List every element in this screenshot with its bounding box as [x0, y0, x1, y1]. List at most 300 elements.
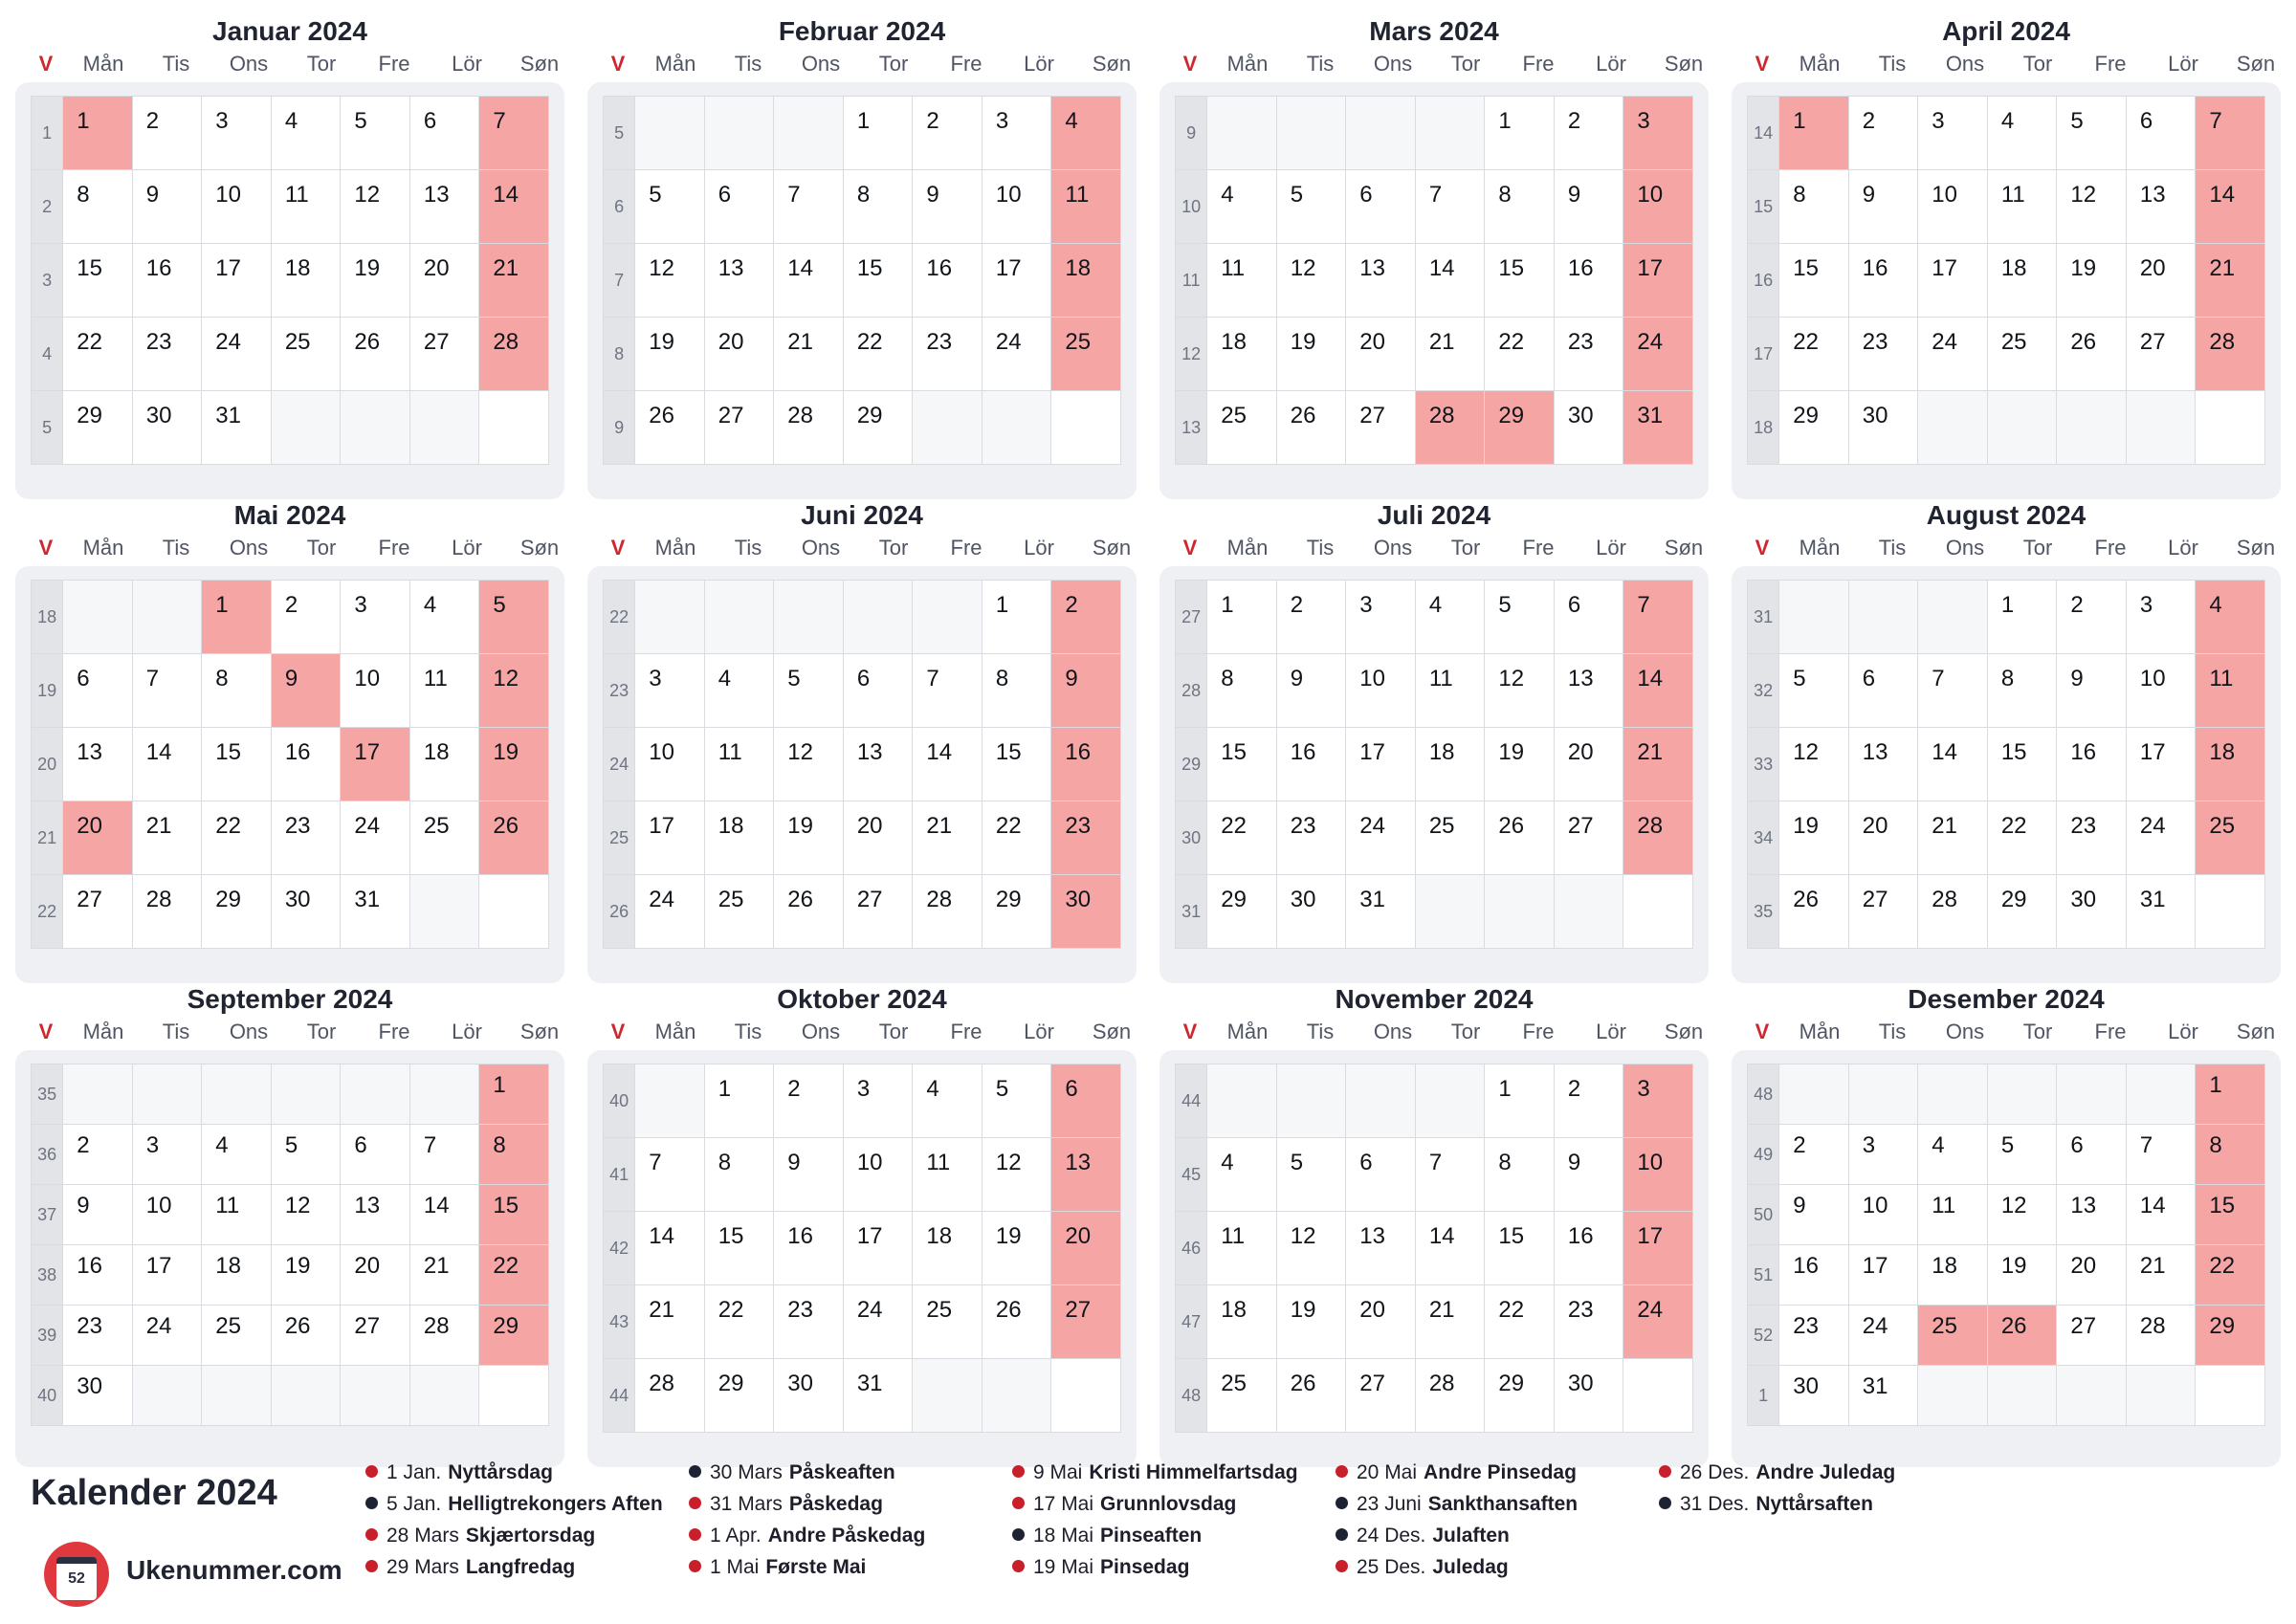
holiday-dot-icon [365, 1560, 378, 1572]
day-number: 7 [926, 666, 939, 691]
empty-cell [635, 1064, 705, 1138]
empty-cell [1918, 391, 1988, 465]
month-grid [1175, 96, 1693, 465]
day-cell [2057, 581, 2127, 654]
week-number: 33 [1748, 728, 1779, 801]
day-number: 24 [1359, 813, 1385, 839]
week-number: 1 [32, 97, 63, 170]
day-cell [1346, 654, 1416, 728]
day-number: 9 [1290, 666, 1304, 691]
day-cell [2126, 581, 2196, 654]
week-row [1748, 728, 2265, 801]
day-cell [132, 875, 202, 949]
day-number: 19 [787, 813, 813, 839]
day-cell [1779, 1125, 1849, 1185]
day-number: 19 [1498, 739, 1525, 765]
day-cell [1051, 97, 1121, 170]
day-number: 29 [1221, 887, 1247, 912]
day-cell [2057, 1306, 2127, 1366]
day-cell [1554, 318, 1623, 391]
day-number: 11 [718, 739, 742, 765]
day-cell [202, 1306, 272, 1366]
day-cell [1276, 654, 1346, 728]
weekday-label: Ons [1945, 52, 1985, 76]
day-cell [202, 1185, 272, 1245]
day-cell [2057, 801, 2127, 875]
week-row [32, 97, 549, 170]
week-number: 11 [1176, 244, 1207, 318]
day-cell [341, 244, 410, 318]
day-number: 1 [1498, 108, 1512, 134]
day-number: 23 [1567, 1297, 1594, 1323]
week-number: 8 [604, 318, 635, 391]
week-column-header: V [1755, 52, 1770, 76]
day-number: 8 [718, 1150, 732, 1175]
day-number: 27 [718, 403, 744, 428]
holiday-dot-icon [689, 1465, 701, 1478]
holiday-name: Grunnlovsdag [1100, 1493, 1237, 1515]
holiday-item [1336, 1492, 1578, 1517]
day-cell [1918, 97, 1988, 170]
day-cell [1485, 801, 1555, 875]
empty-cell [1918, 581, 1988, 654]
empty-cell [132, 1064, 202, 1125]
day-number: 22 [995, 813, 1022, 839]
holiday-date: 31 Mars [710, 1493, 783, 1515]
day-number: 27 [856, 887, 883, 912]
day-number: 24 [649, 887, 674, 912]
weekday-label: Ons [229, 1020, 269, 1043]
day-cell [1918, 170, 1988, 244]
day-cell [1623, 1138, 1693, 1212]
week-number: 38 [32, 1245, 63, 1306]
day-number: 15 [718, 1223, 744, 1249]
day-cell [913, 1064, 982, 1138]
day-number: 18 [1065, 255, 1092, 281]
day-number: 13 [1862, 739, 1888, 765]
week-row [1176, 654, 1693, 728]
day-cell [2126, 318, 2196, 391]
day-cell [1623, 97, 1693, 170]
day-cell [2057, 244, 2127, 318]
weekday-header [15, 1018, 564, 1046]
day-number: 3 [2139, 592, 2153, 618]
empty-cell [1276, 97, 1346, 170]
day-cell [635, 391, 705, 465]
week-number: 19 [32, 654, 63, 728]
week-row [32, 801, 549, 875]
day-cell [774, 1212, 844, 1285]
day-cell [1987, 1245, 2057, 1306]
day-number: 6 [1567, 592, 1581, 618]
day-cell [409, 318, 479, 391]
month-grid [1175, 1064, 1693, 1433]
day-number: 23 [284, 813, 311, 839]
week-row [1748, 318, 2265, 391]
day-cell [2057, 97, 2127, 170]
day-number: 11 [926, 1150, 951, 1175]
day-number: 11 [215, 1193, 240, 1218]
weekday-label: Tis [1878, 52, 1907, 76]
day-cell [2126, 654, 2196, 728]
day-cell [271, 170, 341, 244]
day-number: 6 [1359, 1150, 1373, 1175]
day-number: 15 [2000, 739, 2027, 765]
week-number: 39 [32, 1306, 63, 1366]
day-number: 17 [1637, 1223, 1664, 1249]
day-number: 23 [1567, 329, 1594, 355]
day-cell [1207, 244, 1277, 318]
empty-cell [202, 1064, 272, 1125]
day-cell [271, 1245, 341, 1306]
day-cell [1276, 875, 1346, 949]
day-number: 2 [1567, 1076, 1581, 1102]
day-number: 21 [787, 329, 813, 355]
empty-cell [1918, 1064, 1988, 1125]
day-cell [1346, 1285, 1416, 1359]
empty-cell [2126, 391, 2196, 465]
day-number: 22 [493, 1253, 519, 1279]
day-cell [341, 1306, 410, 1366]
day-number: 1 [1793, 108, 1806, 134]
day-number: 30 [284, 887, 311, 912]
weekday-label: Mån [1226, 536, 1269, 560]
day-cell [1485, 1138, 1555, 1212]
week-row [32, 654, 549, 728]
day-cell [1415, 1359, 1485, 1433]
day-cell [1918, 1306, 1988, 1366]
day-cell [1554, 391, 1623, 465]
day-number: 24 [1932, 329, 1957, 355]
empty-cell [341, 1064, 410, 1125]
month-grid [1175, 580, 1693, 949]
day-cell [704, 391, 774, 465]
day-number: 17 [1932, 255, 1957, 281]
empty-cell [843, 581, 913, 654]
weekday-label: Tor [878, 52, 909, 76]
day-number: 13 [1065, 1150, 1092, 1175]
day-number: 21 [2139, 1253, 2166, 1279]
day-cell [1554, 1138, 1623, 1212]
day-cell [341, 1185, 410, 1245]
day-number: 18 [1932, 1253, 1957, 1279]
holiday-dot-icon [1012, 1560, 1025, 1572]
day-cell [1276, 318, 1346, 391]
day-number: 25 [1221, 1371, 1247, 1396]
day-cell [202, 1125, 272, 1185]
day-number: 14 [787, 255, 813, 281]
day-cell [1918, 1185, 1988, 1245]
weekday-label: Ons [1373, 1020, 1413, 1043]
weekday-label: Søn [2236, 1020, 2276, 1043]
holiday-date: 17 Mai [1033, 1493, 1094, 1515]
holiday-dot-icon [1012, 1497, 1025, 1509]
day-cell [1918, 654, 1988, 728]
day-cell [1623, 728, 1693, 801]
week-number: 7 [604, 244, 635, 318]
day-cell [63, 1306, 133, 1366]
day-cell [409, 1185, 479, 1245]
day-number: 17 [1862, 1253, 1888, 1279]
day-number: 16 [1567, 255, 1594, 281]
weekday-label: Tor [1450, 52, 1481, 76]
day-cell [1779, 97, 1849, 170]
day-cell [635, 1212, 705, 1285]
day-number: 15 [1498, 1223, 1525, 1249]
week-number: 41 [604, 1138, 635, 1212]
day-number: 7 [145, 666, 160, 691]
day-cell [1051, 1212, 1121, 1285]
day-number: 29 [215, 887, 241, 912]
day-number: 4 [1221, 182, 1234, 208]
day-number: 14 [649, 1223, 674, 1249]
day-number: 20 [718, 329, 744, 355]
empty-cell [1987, 1366, 2057, 1426]
day-cell [1346, 170, 1416, 244]
day-cell [1051, 875, 1121, 949]
day-number: 4 [2000, 108, 2015, 134]
day-cell [2126, 1306, 2196, 1366]
holiday-date: 23 Juni [1357, 1493, 1422, 1515]
week-number: 1 [1748, 1366, 1779, 1426]
day-cell [202, 801, 272, 875]
holiday-dot-icon [1336, 1528, 1348, 1541]
weekday-label: Tis [1878, 536, 1907, 560]
weekday-label: Søn [2236, 536, 2276, 560]
month-grid [1747, 580, 2265, 949]
weekday-header [587, 50, 1137, 78]
day-cell [1051, 1285, 1121, 1359]
holiday-dot-icon [689, 1497, 701, 1509]
day-cell [409, 97, 479, 170]
day-cell [982, 244, 1051, 318]
day-cell [1485, 1285, 1555, 1359]
day-cell [202, 728, 272, 801]
day-cell [1415, 581, 1485, 654]
day-number: 9 [1793, 1193, 1806, 1218]
day-number: 21 [1932, 813, 1957, 839]
day-number: 30 [2070, 887, 2097, 912]
empty-cell [1554, 875, 1623, 949]
empty-cell [341, 391, 410, 465]
day-cell [1554, 1212, 1623, 1285]
day-number: 23 [787, 1297, 813, 1323]
empty-cell [1848, 1064, 1918, 1125]
day-cell [202, 170, 272, 244]
day-cell [1848, 1185, 1918, 1245]
weekday-label: Ons [1945, 1020, 1985, 1043]
day-number: 11 [1221, 1223, 1246, 1249]
week-number: 21 [32, 801, 63, 875]
empty-cell [913, 581, 982, 654]
day-number: 21 [2209, 255, 2236, 281]
day-number: 28 [145, 887, 172, 912]
month-grid [1747, 1064, 2265, 1426]
empty-cell [2196, 1366, 2265, 1426]
day-cell [913, 875, 982, 949]
holiday-date: 25 Des. [1357, 1556, 1426, 1578]
day-cell [1623, 244, 1693, 318]
day-cell [132, 391, 202, 465]
day-cell [982, 581, 1051, 654]
empty-cell [63, 581, 133, 654]
week-number: 29 [1176, 728, 1207, 801]
day-number: 4 [215, 1132, 229, 1158]
weekday-label: Tor [2022, 536, 2053, 560]
day-number: 1 [1498, 1076, 1512, 1102]
weekday-label: Fre [2094, 52, 2127, 76]
day-cell [1051, 1064, 1121, 1138]
day-number: 22 [1498, 329, 1525, 355]
day-cell [1779, 654, 1849, 728]
day-cell [1623, 1064, 1693, 1138]
day-cell [63, 391, 133, 465]
day-cell [1485, 1212, 1555, 1285]
day-cell [1346, 1359, 1416, 1433]
weekday-label: Fre [378, 1020, 410, 1043]
week-row [32, 1366, 549, 1426]
day-number: 10 [1637, 182, 1664, 208]
day-cell [1276, 801, 1346, 875]
holiday-item [689, 1555, 866, 1580]
day-cell [635, 801, 705, 875]
day-cell [1554, 244, 1623, 318]
week-number: 9 [1176, 97, 1207, 170]
day-cell [1485, 391, 1555, 465]
day-number: 2 [1290, 592, 1304, 618]
day-number: 20 [77, 813, 102, 839]
day-number: 26 [1498, 813, 1525, 839]
day-cell [843, 318, 913, 391]
day-cell [2057, 318, 2127, 391]
day-cell [704, 801, 774, 875]
day-cell [1346, 1212, 1416, 1285]
day-cell [1346, 875, 1416, 949]
empty-cell [409, 391, 479, 465]
day-number: 16 [2070, 739, 2097, 765]
day-number: 25 [926, 1297, 953, 1323]
weekday-label: Fre [950, 1020, 982, 1043]
day-number: 20 [856, 813, 883, 839]
day-number: 15 [215, 739, 241, 765]
day-number: 1 [856, 108, 871, 134]
holiday-dot-icon [1336, 1465, 1348, 1478]
day-number: 20 [2070, 1253, 2097, 1279]
day-cell [1554, 728, 1623, 801]
day-cell [63, 318, 133, 391]
day-number: 31 [215, 403, 241, 428]
week-number: 5 [604, 97, 635, 170]
day-number: 19 [995, 1223, 1022, 1249]
weekday-label: Ons [801, 1020, 841, 1043]
day-number: 23 [926, 329, 953, 355]
week-row [1176, 1138, 1693, 1212]
day-cell [1987, 654, 2057, 728]
day-cell [774, 1359, 844, 1433]
week-row [604, 581, 1121, 654]
day-cell [635, 244, 705, 318]
day-cell [479, 1125, 549, 1185]
weekday-label: Ons [229, 52, 269, 76]
day-number: 15 [493, 1193, 519, 1218]
holiday-name: Langfredag [465, 1556, 576, 1578]
day-number: 12 [649, 255, 674, 281]
week-number: 14 [1748, 97, 1779, 170]
day-cell [704, 244, 774, 318]
weekday-label: Lör [1596, 1020, 1626, 1043]
weekday-label: Tor [306, 52, 337, 76]
day-number: 19 [649, 329, 674, 355]
empty-cell [1276, 1064, 1346, 1138]
empty-cell [409, 1366, 479, 1426]
empty-cell [479, 875, 549, 949]
day-cell [341, 97, 410, 170]
day-number: 5 [787, 666, 801, 691]
day-cell [704, 1138, 774, 1212]
day-number: 6 [2070, 1132, 2084, 1158]
week-column-header: V [1755, 536, 1770, 560]
day-number: 15 [1793, 255, 1819, 281]
weekday-label: Mån [82, 1020, 124, 1043]
weekday-label: Tor [2022, 1020, 2053, 1043]
day-cell [479, 97, 549, 170]
holiday-name: Andre Pinsedag [1424, 1461, 1577, 1483]
day-cell [2196, 1245, 2265, 1306]
day-cell [1987, 97, 2057, 170]
day-number: 8 [77, 182, 90, 208]
weekday-header [1732, 1018, 2281, 1046]
day-cell [2196, 1185, 2265, 1245]
week-number: 26 [604, 875, 635, 949]
day-number: 1 [2209, 1072, 2222, 1098]
day-cell [982, 170, 1051, 244]
empty-cell [1987, 1064, 2057, 1125]
day-number: 2 [1567, 108, 1581, 134]
day-number: 10 [2139, 666, 2166, 691]
day-number: 28 [1932, 887, 1957, 912]
day-cell [1207, 728, 1277, 801]
week-number: 25 [604, 801, 635, 875]
day-cell [774, 1138, 844, 1212]
day-cell [1554, 1285, 1623, 1359]
day-cell [843, 875, 913, 949]
holiday-name: Påskeaften [788, 1461, 895, 1483]
day-number: 10 [995, 182, 1022, 208]
day-number: 17 [649, 813, 674, 839]
week-row [604, 654, 1121, 728]
week-number: 17 [1748, 318, 1779, 391]
week-number: 22 [32, 875, 63, 949]
weekday-label: Søn [1092, 52, 1132, 76]
weekday-label: Tis [734, 1020, 762, 1043]
day-cell [63, 801, 133, 875]
holiday-dot-icon [365, 1465, 378, 1478]
day-number: 25 [2209, 813, 2236, 839]
day-cell [132, 318, 202, 391]
weekday-label: Søn [1664, 1020, 1704, 1043]
holiday-dot-icon [1012, 1528, 1025, 1541]
day-cell [409, 654, 479, 728]
weekday-label: Søn [519, 1020, 560, 1043]
day-number: 3 [1862, 1132, 1876, 1158]
day-cell [2196, 654, 2265, 728]
day-cell [913, 97, 982, 170]
brand-name[interactable]: Ukenummer.com [126, 1555, 342, 1585]
day-number: 30 [1862, 403, 1888, 428]
week-row [1176, 728, 1693, 801]
weekday-label: Tis [162, 52, 190, 76]
day-number: 24 [1637, 329, 1664, 355]
